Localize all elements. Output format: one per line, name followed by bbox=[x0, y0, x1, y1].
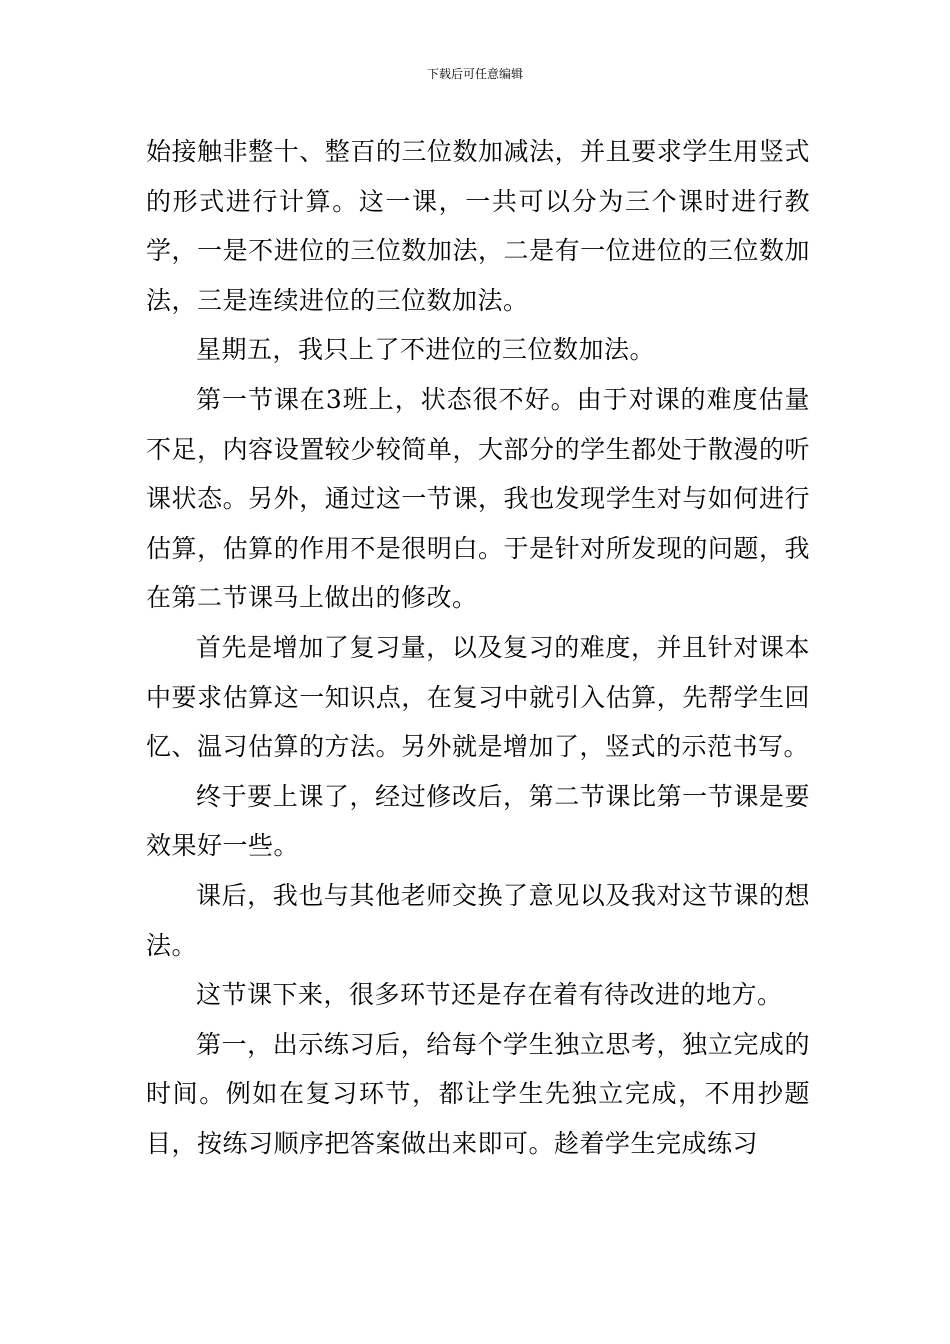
paragraph: 这节课下来，很多环节还是存在着有待改进的地方。 bbox=[196, 980, 783, 1010]
paragraph: 第一节课在3班上，状态很不好。由于对课的难度估量不足，内容设置较少较简单，大部分的学生都处于散漫的听课状态。另外，通过这一节课，我也发现学生对与如何进行估算，估算的作用不是很明白。于是针对所发现的问题，我在第二节课马上做出的修改。 bbox=[146, 384, 810, 613]
paragraph: 第一，出示练习后，给每个学生独立思考，独立完成的时间。例如在复习环节，都让学生先独立完成，不用抄题目，按练习顺序把答案做出来即可。趁着学生完成练习 bbox=[146, 1029, 810, 1158]
paragraph: 始接触非整十、整百的三位数加减法，并且要求学生用竖式的形式进行计算。这一课，一共可以分为三个课时进行教学，一是不进位的三位数加法，二是有一位进位的三位数加法，三是连续进位的三位数加法。 bbox=[146, 137, 810, 315]
paragraph: 课后，我也与其他老师交换了意见以及我对这节课的想法。 bbox=[146, 880, 810, 960]
paragraph: 首先是增加了复习量，以及复习的难度，并且针对课本中要求估算这一知识点，在复习中就引入估算，先帮学生回忆、温习估算的方法。另外就是增加了，竖式的示范书写。 bbox=[146, 632, 810, 762]
paragraph: 终于要上课了，经过修改后，第二节课比第一节课是要效果好一些。 bbox=[146, 781, 810, 861]
page-header: 下载后可任意编辑 bbox=[426, 67, 523, 81]
document-body bbox=[146, 127, 810, 1168]
paragraph: 星期五，我只上了不进位的三位数加法。 bbox=[196, 335, 656, 365]
